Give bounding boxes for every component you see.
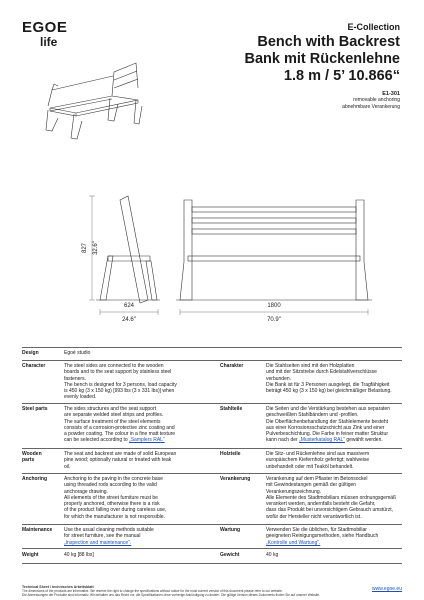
steel-text-de: Die Seiten und die Verstärkung bestehen aus separaten geschweißten Stahlbändern und -profilen. Die Oberflächenbehandlung der Stahlelemente besteht aus einer Korrosionsschutzschicht aus Zink und einer Pulverbeschichtung. Die Farbe in feiner matter Struktur kann nach der „Musterkatalog RAL“ gewählt werden.: [266, 406, 390, 444]
label-weight: Weight: [22, 552, 39, 558]
collection-name: E-Collection: [347, 22, 400, 32]
dim-height: 827: [82, 242, 88, 254]
dim-depth-in: 24.6": [122, 317, 136, 323]
kontrolle-wartung-link[interactable]: „Kontrolle und Wartung“.: [266, 539, 321, 546]
dim-depth: 624: [123, 303, 135, 309]
product-size: 1.8 m / 5’ 10.866“: [283, 68, 400, 84]
table-divider: [22, 473, 402, 474]
depth-dimension: [100, 309, 158, 315]
logo-sub: life: [40, 35, 58, 49]
label-charakter: Charakter: [220, 363, 244, 369]
label-gewicht: Gewicht: [220, 552, 240, 558]
footer-line-en: The dimensions of the products are informative. We reserve the right to change the specifications without notice for the most current version of this document please refer to our website.: [22, 589, 283, 593]
table-divider: [22, 548, 402, 549]
dim-height-in: 32.6": [93, 241, 99, 255]
label-maintenance: Maintenance: [22, 527, 53, 533]
table-divider: [22, 360, 402, 361]
footer-disclaimer: [22, 585, 402, 597]
label-design: Design: [22, 350, 39, 356]
footer-line-de: Die Abmessungen der Produkte sind informativ. Wir behalten uns das Recht vor, die Spezifikationen ohne vorherige Ankündigung zu ändern. Die gültige Version dieses Dokuments finden Sie auf unserer Website.: [22, 593, 321, 597]
table-divider: [22, 524, 402, 525]
character-text-en: The steel sides are connected to the wooden boards and to the seat support by stainless steel fasteners. The bench is designed for 3 persons, load capacity is 450 kg (3 x 150 kg) [993 lbs (3 x 331 lbs)] when evenly loaded.: [64, 363, 177, 401]
label-stahlteile: Stahlteile: [220, 406, 243, 412]
bench-side-view: [96, 196, 160, 303]
logo-brand: EGOE: [22, 19, 68, 36]
label-wooden: Wooden parts: [22, 451, 42, 464]
steel-text-en: The sides structures and the seat support are separate welded steel strips and profiles. The surface treatment of the steel elements consists of a corrosion-protective zinc coating and a powder coating. The colour in a fine matt texture can be selected according to „Samplers RAL“: [64, 406, 176, 444]
table-divider: [22, 403, 402, 404]
title-en: Bench with Backrest: [257, 34, 400, 50]
dim-length: 1800: [267, 303, 281, 309]
label-verankerung: Verankerung: [220, 476, 251, 482]
anchoring-text-en: Anchoring to the paving in the concrete base using threaded rods according to the valid anchorage drawing. All elements of the street furniture must be properly anchored, otherwise there is a risk of the product falling over during careless use, for which the manufacturer is not responsible.: [64, 476, 167, 520]
bench-perspective-drawing: [46, 63, 142, 139]
inspection-maintenance-link[interactable]: „Inspection and maintenance“.: [64, 539, 132, 546]
table-divider: [22, 347, 402, 348]
note-de: abnehmbare Verankerung: [342, 104, 400, 110]
weight-value-de: 40 kg: [266, 552, 279, 558]
dim-length-in: 70.9": [267, 317, 281, 323]
wooden-text-en: The seat and backrest are made of solid European pine wood; optionally natural or treated with teak oil.: [64, 451, 177, 470]
label-steel: Steel parts: [22, 406, 48, 412]
musterkatalog-ral-link[interactable]: „Musterkatalog RAL“: [299, 437, 345, 444]
label-wartung: Wartung: [220, 527, 241, 533]
title-de: Bank mit Rückenlehne: [244, 51, 400, 67]
note-en: removable anchoring: [353, 97, 400, 103]
wooden-text-de: Die Sitz- und Rückenlehne sind aus massivem europäischem Kiefernholz gefertigt; wahlweise unbehandelt oder mit Teaköl behandelt.: [266, 451, 370, 470]
anchoring-text-de: Verankerung auf dem Pflaster im Betonsockel mit Gewindestangen gemäß der gültigen Verankerungszeichnung. Alle Elemente des Stadtmobiliars müssen ordnungsgemäß verankert werden, andernfalls besteht die Gefahr, dass das Produkt bei unvorsichtigem Gebrauch umstürzt, wofür der Hersteller nicht verantwortlich ist.: [266, 476, 397, 520]
product-code: E1-301: [382, 91, 400, 97]
character-text-de: Die Stahlseiten sind mit den Holzplatten und mit der Sitzstrebe durch Edelstahlverschlüsse verbunden. Die Bank ist für 3 Personen ausgelegt, die Tragfähigkeit beträgt 450 kg (3 x 150 kg) bei gleichmäßiger Belastung.: [266, 363, 392, 395]
design-value: Egoé studio: [64, 350, 91, 356]
bench-front-view: [176, 200, 372, 300]
label-anchoring: Anchoring: [22, 476, 47, 482]
table-divider: [22, 448, 402, 449]
samplers-ral-link[interactable]: „Samplers RAL“: [129, 437, 165, 444]
maintenance-text-en: Use the usual cleaning methods suitable for street furniture, see the manual „Inspection and maintenance“.: [64, 527, 214, 546]
website-link[interactable]: www.egoe.eu: [371, 586, 402, 592]
label-holzteile: Holzteile: [220, 451, 241, 457]
footer-title: Technical Sheet / technisches Arbeitsblatt: [22, 585, 94, 589]
label-character: Character: [22, 363, 46, 369]
weight-value-en: 40 kg [88 lbs]: [64, 552, 94, 558]
length-dimension: [180, 309, 368, 315]
table-divider: [22, 563, 402, 564]
maintenance-text-de: Verwenden Sie die üblichen, für Stadtmobiliar geeigneten Reinigungsmethoden, siehe Handbuch „Kontrolle und Wartung“.: [266, 527, 402, 546]
